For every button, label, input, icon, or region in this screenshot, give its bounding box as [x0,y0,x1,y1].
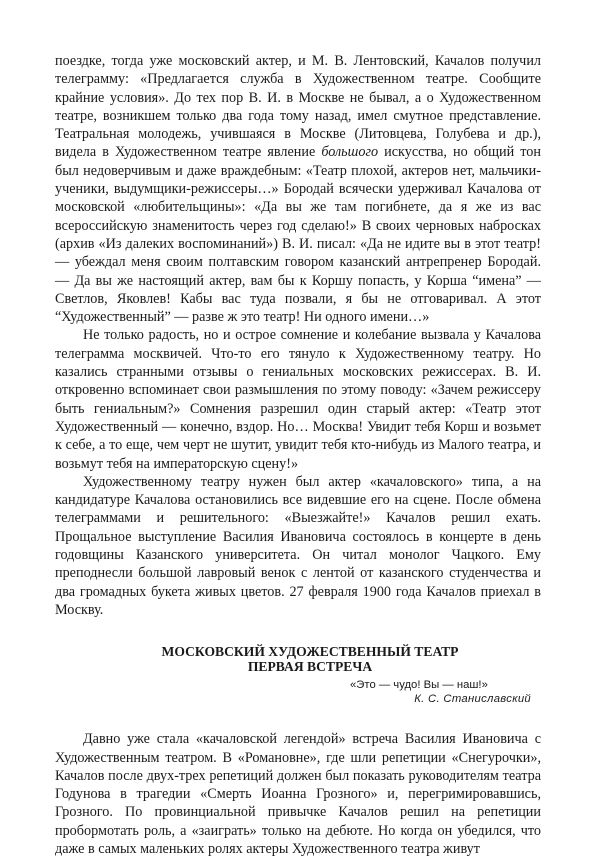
document-page [55,52,541,858]
paragraph-2: Не только радость, но и острое сомнение и колебание вызвала у Качалова телеграмма москвичей. Что-то его тянуло к Художественному театру. Но казались странными отзывы о гениальных московских режиссерах. В. И. откровенно вспоминает свои размышления по этому поводу: «Зачем режиссеру быть гениальным?» Сомнения разрешил один старый актер: «Театр этот Художественный — конечно, вздор. Но… Москва! Увидит тебя Корш и возьмет к себе, а то еще, чем черт не шутит, увидит тебя кто-нибудь из Малого театра, и возьмут тебя на императорскую сцену!» [55,327,541,472]
paragraph-4: Давно уже стала «качаловской легендой» встреча Василия Ивановича с Художественным театром. В «Романовне», где шли репетиции «Снегурочки», Качалов после двух-трех репетиций должен был показать руководителям театра Годунова в трагедии «Смерть Иоанна Грозного» и, перегримировавшись, Грозного. По провинциальной привычке Качалов решил на репетиции пробормотать роль, а «заиграть» только на дебюте. Но когда он убедился, что даже в самых маленьких ролях актеры Художественного театра живут [55,731,541,857]
epigraph-author: К. С. Станиславский [414,693,531,706]
section-heading [55,644,541,674]
paragraph-1 [55,52,541,326]
section-spacer [55,619,541,644]
paragraph-1-part-3: искусства, но общий тон был недоверчивым и даже враждебным: «Театр плохой, актеров нет, мальчики-ученики, выдумщики-режиссеры…» Бородай всячески удерживал Качалова от московской «любительщины»: «Да вы же там погибнете, да я же из вас всероссийскую знаменитость через год сделаю!» В своих черновых набросках (архив «Из далеких воспоминаний») В. И. писал: «Да не идите вы в этот театр! — убеждал меня своим полтавским говором казанский антрепренер Бородай. — Да вы же настоящий актер, вам бы к Коршу попасть, у Корша “имена” — Светлов, Яковлев! Кабы вас туда позвали, я бы не отговаривал. А этот “Художественный” — разве ж это театр! Ни одного имени…» [55,144,541,326]
section-heading-line-2: ПЕРВАЯ ВСТРЕЧА [247,659,373,675]
emphasis-text: большого [321,144,379,161]
section-heading-line-1: МОСКОВСКИЙ ХУДОЖЕСТВЕННЫЙ ТЕАТР [161,644,459,660]
epigraph-spacer [55,708,541,730]
paragraph-1-part-1: поездке, тогда уже московский актер, и М. В. Лентовский, Качалов получил телеграмму: «Предлагается служба в Художественном театре. Сообщите крайние условия». До тех пор В. И. в Москве не бывал, а о Художественном театре, возникшем только два года тому назад, имел смутное представление. Театральная молодежь, учившаяся в Москве (Литовцева, Голубева и др.), видела в Художественном театре явление [55,53,541,161]
paragraph-3: Художественному театру нужен был актер «качаловского» типа, а на кандидатуре Качалова остановились все видевшие его на сцене. После обмена телеграммами и решительного: «Выезжайте!» Качалов решил ехать. Прощальное выступление Василия Ивановича состоялось в концерте в день годовщины Казанского университета. Он читал монолог Чацкого. Ему преподнесли большой лавровый венок с лентой от казанского студенчества и два громадных букета живых цветов. 27 февраля 1900 года Качалов приехал в Москву. [55,473,541,618]
epigraph-quote: «Это — чудо! Вы — наш!» [350,679,488,692]
epigraph [55,678,541,708]
